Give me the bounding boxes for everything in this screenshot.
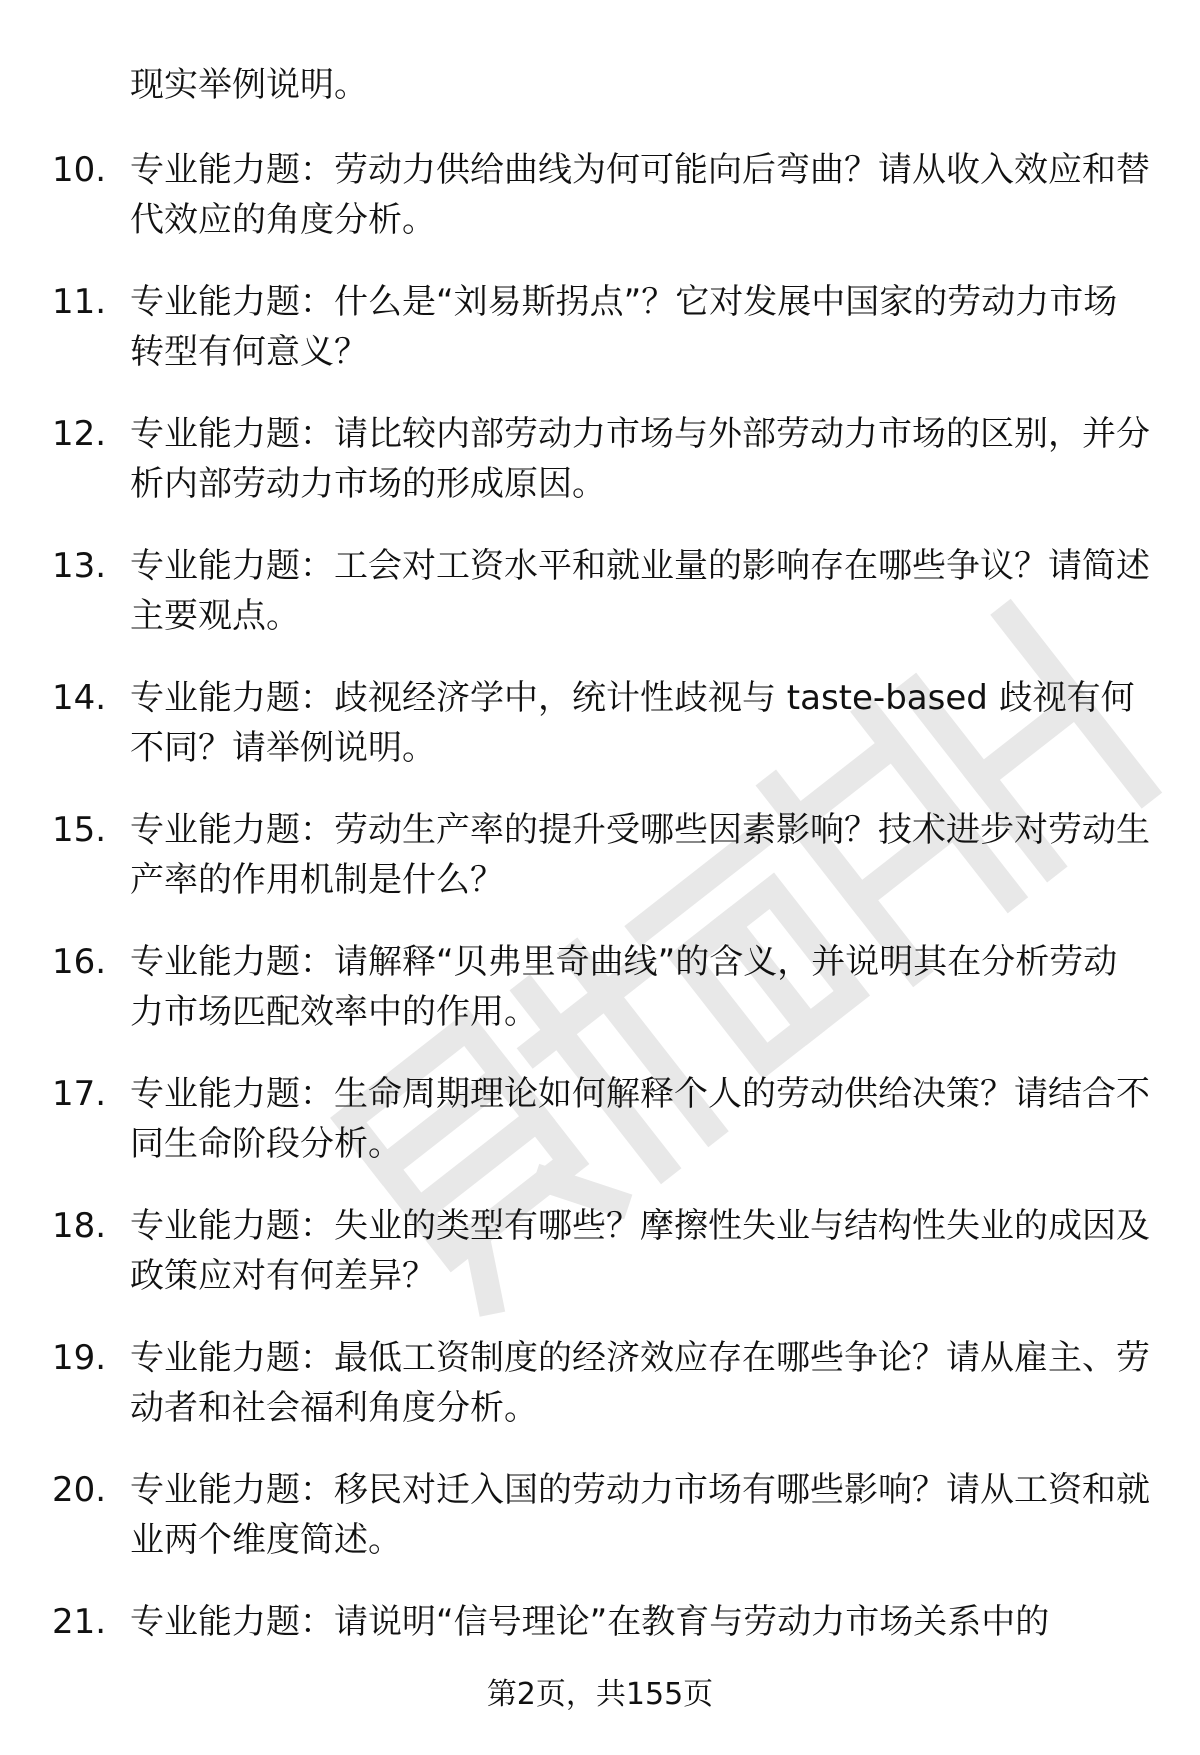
question-number: 19.	[52, 1338, 107, 1378]
question-text: 专业能力题：生命周期理论如何解释个人的劳动供给决策？请结合不同生命阶段分析。	[130, 1074, 1150, 1164]
question-item-12	[0, 409, 1200, 541]
question-number: 20.	[52, 1470, 107, 1510]
question-text: 专业能力题：工会对工资水平和就业量的影响存在哪些争议？请简述主要观点。	[130, 546, 1150, 636]
question-number: 17.	[52, 1074, 107, 1114]
question-item-11	[0, 277, 1200, 409]
question-number: 10.	[52, 150, 107, 190]
question-item-16	[0, 937, 1200, 1069]
question-item-13	[0, 541, 1200, 673]
question-text: 专业能力题：失业的类型有哪些？摩擦性失业与结构性失业的成因及政策应对有何差异？	[130, 1206, 1150, 1296]
question-number: 13.	[52, 546, 107, 586]
question-number: 14.	[52, 678, 107, 718]
question-text: 专业能力题：歧视经济学中，统计性歧视与 taste-based 歧视有何不同？请举例说明。	[130, 678, 1135, 768]
question-number: 15.	[52, 810, 107, 850]
page-footer: 第2页，共155页	[486, 1677, 714, 1712]
question-item-19	[0, 1333, 1200, 1465]
question-item-10	[0, 145, 1200, 277]
question-text: 专业能力题：劳动力供给曲线为何可能向后弯曲？请从收入效应和替代效应的角度分析。	[130, 150, 1150, 240]
question-item-15	[0, 805, 1200, 937]
question-number: 12.	[52, 414, 107, 454]
question-item-18	[0, 1201, 1200, 1333]
question-text: 专业能力题：请解释“贝弗里奇曲线”的含义，并说明其在分析劳动力市场匹配效率中的作用。	[130, 942, 1118, 1032]
question-number: 18.	[52, 1206, 107, 1246]
question-text: 专业能力题：什么是“刘易斯拐点”？它对发展中国家的劳动力市场转型有何意义？	[130, 282, 1118, 372]
question-text: 专业能力题：请比较内部劳动力市场与外部劳动力市场的区别，并分析内部劳动力市场的形成原因。	[130, 414, 1150, 504]
question-item-20	[0, 1465, 1200, 1597]
question-item-17	[0, 1069, 1200, 1201]
question-number: 16.	[52, 942, 107, 982]
question-number: 11.	[52, 282, 107, 322]
question-text: 专业能力题：劳动生产率的提升受哪些因素影响？技术进步对劳动生产率的作用机制是什么？	[130, 810, 1150, 900]
continuation-text: 现实举例说明。	[130, 65, 368, 105]
question-list	[0, 145, 1200, 1729]
question-text: 专业能力题：请说明“信号理论”在教育与劳动力市场关系中的	[130, 1602, 1050, 1642]
question-number: 21.	[52, 1602, 107, 1642]
question-item-14	[0, 673, 1200, 805]
question-text: 专业能力题：移民对迁入国的劳动力市场有哪些影响？请从工资和就业两个维度简述。	[130, 1470, 1150, 1560]
question-text: 专业能力题：最低工资制度的经济效应存在哪些争论？请从雇主、劳动者和社会福利角度分析。	[130, 1338, 1150, 1428]
